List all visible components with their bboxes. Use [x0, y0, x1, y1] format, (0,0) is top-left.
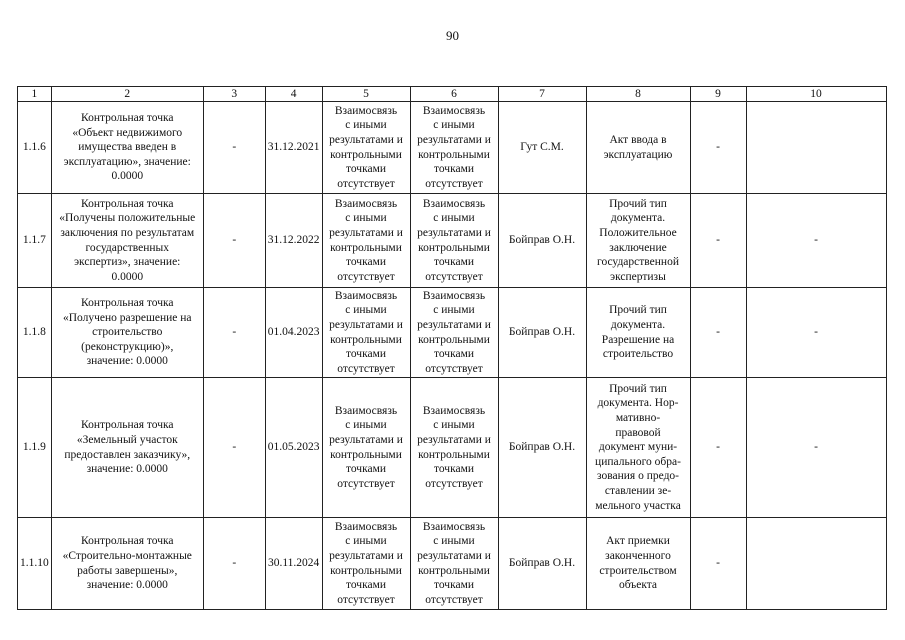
relation-cell-5-line: результатами и — [329, 549, 403, 562]
relation-cell-5-line: результатами и — [329, 226, 403, 239]
relation-cell-5 — [322, 194, 410, 288]
document-type-cell — [586, 288, 690, 378]
control-point-name-cell-line: Контрольная точка — [80, 197, 174, 210]
responsible-person-cell: Бойправ О.Н. — [498, 194, 586, 288]
relation-cell-5-line: с иными — [345, 212, 387, 225]
control-point-name-cell-line: эксплуатацию», значение: — [63, 155, 191, 168]
relation-cell-6-line: контрольными — [418, 333, 490, 346]
control-point-name-cell-line: Контрольная точка — [80, 419, 174, 432]
relation-cell-6-line: результатами и — [417, 226, 491, 239]
relation-cell-6-line: результатами и — [417, 549, 491, 562]
table-row — [18, 378, 887, 518]
document-type-cell-line: документа. Нор- — [597, 397, 679, 410]
relation-cell-6 — [410, 102, 498, 194]
column-3-cell: - — [203, 378, 265, 518]
document-type-cell-line: Прочий тип — [609, 382, 667, 395]
responsible-person-cell: Бойправ О.Н. — [498, 288, 586, 378]
column-header: 2 — [51, 87, 203, 102]
column-10-cell: - — [746, 288, 886, 378]
document-type-cell-line: Прочий тип — [609, 304, 667, 317]
document-type-cell-line: строительством — [599, 564, 677, 577]
control-point-name-cell-line: «Получены положительные — [59, 212, 196, 225]
relation-cell-5-line: контрольными — [330, 564, 402, 577]
relation-cell-6-line: Взаимосвязь — [422, 197, 486, 210]
column-9-cell: - — [690, 102, 746, 194]
column-header: 10 — [746, 87, 886, 102]
control-point-name-cell-line: «Получено разрешение на — [62, 311, 192, 324]
row-number-cell: 1.1.10 — [18, 518, 52, 610]
relation-cell-6-line: точками — [433, 348, 475, 361]
document-type-cell — [586, 194, 690, 288]
relation-cell-5-line: точками — [345, 163, 387, 176]
date-cell: 01.05.2023 — [265, 378, 322, 518]
column-10-cell — [746, 102, 886, 194]
relation-cell-6-line: с иными — [433, 419, 475, 432]
document-type-cell-line: государственной — [597, 256, 679, 269]
column-header: 3 — [203, 87, 265, 102]
relation-cell-6 — [410, 288, 498, 378]
column-3-cell: - — [203, 288, 265, 378]
control-point-name-cell-line: «Строительно-монтажные — [62, 549, 192, 562]
column-header: 8 — [586, 87, 690, 102]
document-type-cell-line: объекта — [618, 579, 658, 592]
relation-cell-5-line: Взаимосвязь — [334, 404, 398, 417]
relation-cell-5-line: с иными — [345, 419, 387, 432]
control-point-name-cell-line: значение: 0.0000 — [86, 463, 168, 476]
relation-cell-5-line: контрольными — [330, 148, 402, 161]
relation-cell-5-line: результатами и — [329, 133, 403, 146]
relation-cell-5-line: Взаимосвязь — [334, 197, 398, 210]
control-point-name-cell-line: Контрольная точка — [80, 112, 174, 125]
document-type-cell-line: экспертизы — [610, 270, 666, 283]
relation-cell-6-line: результатами и — [417, 318, 491, 331]
relation-cell-5-line: результатами и — [329, 433, 403, 446]
relation-cell-6-line: отсутствует — [425, 177, 483, 190]
date-cell: 31.12.2022 — [265, 194, 322, 288]
control-point-name-cell-line: (реконструкцию)», — [81, 340, 174, 353]
relation-cell-6 — [410, 518, 498, 610]
date-cell: 30.11.2024 — [265, 518, 322, 610]
control-point-name-cell — [51, 378, 203, 518]
relation-cell-6-line: контрольными — [418, 148, 490, 161]
relation-cell-6-line: контрольными — [418, 448, 490, 461]
relation-cell-6-line: контрольными — [418, 241, 490, 254]
control-point-name-cell-line: Контрольная точка — [80, 297, 174, 310]
date-cell: 01.04.2023 — [265, 288, 322, 378]
relation-cell-6-line: результатами и — [417, 133, 491, 146]
relation-cell-6-line: точками — [433, 256, 475, 269]
relation-cell-5-line: точками — [345, 463, 387, 476]
column-numbers-row — [18, 87, 887, 102]
relation-cell-5-line: контрольными — [330, 448, 402, 461]
relation-cell-6-line: с иными — [433, 119, 475, 132]
column-header: 6 — [410, 87, 498, 102]
document-type-cell-line: зования о предо- — [597, 470, 679, 483]
control-point-name-cell — [51, 518, 203, 610]
column-9-cell: - — [690, 288, 746, 378]
control-point-name-cell — [51, 102, 203, 194]
date-cell: 31.12.2021 — [265, 102, 322, 194]
document-type-cell-line: ципального обра- — [595, 455, 681, 468]
relation-cell-6-line: отсутствует — [425, 477, 483, 490]
relation-cell-5 — [322, 288, 410, 378]
relation-cell-5-line: точками — [345, 579, 387, 592]
relation-cell-6-line: с иными — [433, 212, 475, 225]
document-type-cell-line: документа. — [610, 318, 666, 331]
table-row — [18, 288, 887, 378]
document-type-cell-line: Положительное — [599, 226, 677, 239]
control-point-name-cell-line: работы завершены», — [77, 564, 178, 577]
relation-cell-5-line: контрольными — [330, 241, 402, 254]
control-point-name-cell-line: «Объект недвижимого — [72, 126, 183, 139]
column-header: 1 — [18, 87, 52, 102]
document-type-cell-line: эксплуатацию — [603, 148, 673, 161]
column-9-cell: - — [690, 518, 746, 610]
relation-cell-6-line: с иными — [433, 304, 475, 317]
column-3-cell: - — [203, 102, 265, 194]
relation-cell-5 — [322, 378, 410, 518]
control-point-name-cell-line: 0.0000 — [111, 270, 144, 283]
control-point-name-cell — [51, 194, 203, 288]
document-type-cell-line: документа. — [610, 212, 666, 225]
relation-cell-5-line: контрольными — [330, 333, 402, 346]
relation-cell-5 — [322, 102, 410, 194]
row-number-cell: 1.1.7 — [18, 194, 52, 288]
document-type-cell — [586, 378, 690, 518]
relation-cell-5-line: Взаимосвязь — [334, 520, 398, 533]
column-3-cell: - — [203, 194, 265, 288]
document-type-cell-line: заключение — [609, 241, 667, 254]
table-row — [18, 518, 887, 610]
document-type-cell-line: Разрешение на — [601, 333, 675, 346]
row-number-cell: 1.1.6 — [18, 102, 52, 194]
control-point-name-cell-line: значение: 0.0000 — [86, 355, 168, 368]
column-10-cell: - — [746, 378, 886, 518]
document-type-cell-line: ставлении зе- — [604, 484, 672, 497]
responsible-person-cell: Гут С.М. — [498, 102, 586, 194]
relation-cell-5-line: Взаимосвязь — [334, 289, 398, 302]
row-number-cell: 1.1.8 — [18, 288, 52, 378]
column-header: 4 — [265, 87, 322, 102]
control-point-name-cell-line: имущества введен в — [78, 141, 177, 154]
control-point-name-cell-line: «Земельный участок — [76, 433, 178, 446]
row-number-cell: 1.1.9 — [18, 378, 52, 518]
document-type-cell-line: мативно- — [615, 412, 661, 425]
relation-cell-5 — [322, 518, 410, 610]
table-row — [18, 194, 887, 288]
relation-cell-5-line: отсутствует — [337, 593, 395, 606]
table-row — [18, 102, 887, 194]
control-point-name-cell-line: заключения по результатам — [60, 226, 195, 239]
relation-cell-6-line: точками — [433, 163, 475, 176]
column-9-cell: - — [690, 194, 746, 288]
relation-cell-5-line: отсутствует — [337, 477, 395, 490]
page-number: 90 — [446, 28, 459, 43]
responsible-person-cell: Бойправ О.Н. — [498, 378, 586, 518]
document-type-cell-line: мельного участка — [595, 499, 681, 512]
control-point-name-cell-line: значение: 0.0000 — [86, 579, 168, 592]
relation-cell-6-line: с иными — [433, 535, 475, 548]
relation-cell-6-line: результатами и — [417, 433, 491, 446]
relation-cell-6-line: Взаимосвязь — [422, 104, 486, 117]
control-point-name-cell-line: экспертиз», значение: — [74, 256, 181, 269]
document-type-cell-line: правовой — [615, 426, 661, 439]
column-10-cell — [746, 518, 886, 610]
responsible-person-cell: Бойправ О.Н. — [498, 518, 586, 610]
control-points-table — [17, 86, 887, 610]
column-3-cell: - — [203, 518, 265, 610]
column-10-cell: - — [746, 194, 886, 288]
document-type-cell-line: строительство — [602, 348, 674, 361]
document-type-cell — [586, 102, 690, 194]
relation-cell-6-line: точками — [433, 463, 475, 476]
relation-cell-6-line: отсутствует — [425, 270, 483, 283]
column-header: 7 — [498, 87, 586, 102]
relation-cell-5-line: точками — [345, 348, 387, 361]
control-point-name-cell-line: государственных — [85, 241, 170, 254]
relation-cell-5-line: отсутствует — [337, 270, 395, 283]
relation-cell-6-line: Взаимосвязь — [422, 404, 486, 417]
document-type-cell-line: Акт приемки — [606, 535, 670, 548]
relation-cell-6-line: Взаимосвязь — [422, 289, 486, 302]
column-9-cell: - — [690, 378, 746, 518]
relation-cell-5-line: с иными — [345, 304, 387, 317]
relation-cell-5-line: точками — [345, 256, 387, 269]
relation-cell-5-line: с иными — [345, 535, 387, 548]
control-point-name-cell-line: Контрольная точка — [80, 535, 174, 548]
column-header: 9 — [690, 87, 746, 102]
control-point-name-cell — [51, 288, 203, 378]
document-type-cell-line: Акт ввода в — [609, 133, 667, 146]
column-header: 5 — [322, 87, 410, 102]
document-type-cell-line: Прочий тип — [609, 197, 667, 210]
relation-cell-6-line: контрольными — [418, 564, 490, 577]
relation-cell-6-line: отсутствует — [425, 362, 483, 375]
document-type-cell — [586, 518, 690, 610]
relation-cell-5-line: Взаимосвязь — [334, 104, 398, 117]
relation-cell-5-line: отсутствует — [337, 362, 395, 375]
control-point-name-cell-line: строительство — [92, 326, 163, 339]
relation-cell-6-line: Взаимосвязь — [422, 520, 486, 533]
document-type-cell-line: законченного — [605, 549, 671, 562]
relation-cell-5-line: с иными — [345, 119, 387, 132]
relation-cell-6-line: точками — [433, 579, 475, 592]
relation-cell-5-line: результатами и — [329, 318, 403, 331]
relation-cell-5-line: отсутствует — [337, 177, 395, 190]
relation-cell-6 — [410, 378, 498, 518]
document-type-cell-line: документ муни- — [598, 441, 678, 454]
control-point-name-cell-line: предоставлен заказчику», — [64, 448, 191, 461]
control-point-name-cell-line: 0.0000 — [111, 170, 144, 183]
relation-cell-6-line: отсутствует — [425, 593, 483, 606]
relation-cell-6 — [410, 194, 498, 288]
